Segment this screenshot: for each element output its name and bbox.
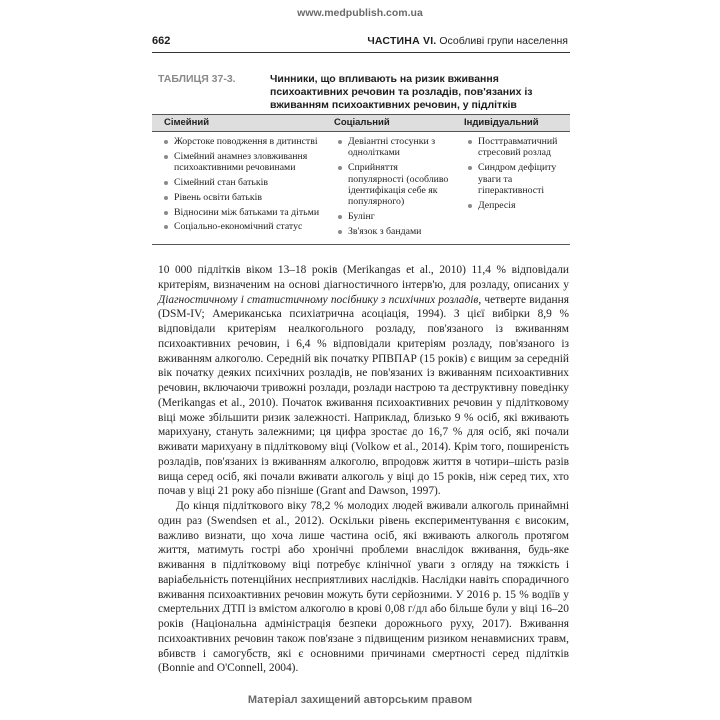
social-factors-list <box>334 136 452 241</box>
column-header-family: Сімейний <box>164 117 210 128</box>
individual-factors-list <box>464 136 570 215</box>
paragraph <box>158 263 569 499</box>
list-item: Соціально-економічний статус <box>160 221 340 232</box>
list-item: Депресія <box>464 200 570 211</box>
running-head <box>320 35 568 47</box>
site-watermark: www.medpublish.com.ua <box>297 7 423 19</box>
list-item: Відносини між батьками та дітьми <box>160 207 340 218</box>
body-text <box>158 263 569 676</box>
column-header-social: Соціальний <box>334 117 390 128</box>
list-item: Сімейний анамнез зловживання психоактивними речовинами <box>160 151 340 174</box>
paragraph: До кінця підліткового віку 78,2 % молодих людей вживали алкоголь принаймні один раз (Swendsen et al., 2012). Оскільки рівень експериментування є високим, важливо визнати, що хоча лише частина осіб, які вживають алкоголь протягом життя, матимуть гострі або хронічні проблеми внаслідок вживання, будь-яке вживання в підлітковому віці потребує клінічної уваги з огляду на тяжкість і варіабельність потенційних несприятливих наслідків. Наслідки навіть спорадичного вживання психоактивних речовин можуть бути серйозними. У 2016 р. 15 % водіїв у смертельних ДТП із вмістом алкоголю в крові 0,08 г/дл або більше були у віці 16–20 років (Національна адміністрація безпеки дорожнього руху, 2017). Вживання психоактивних речовин також пов'язане з підвищеним ризиком ненавмисних травм, вбивств і самогубств, які є основними причинами смертності серед підлітків (Bonnie and O'Connell, 2004). <box>158 500 569 675</box>
table-title: Чинники, що впливають на ризик вживання психоактивних речовин та розладів, пов'язаних із вживанням психоактивних речовин, у підлітків <box>270 73 533 111</box>
page-number: 662 <box>152 35 171 47</box>
copyright-watermark: Матеріал захищений авторським правом <box>247 694 473 706</box>
part-label: ЧАСТИНА VI. <box>367 35 437 47</box>
list-item: Посттравматичний стресовий розлад <box>464 136 570 159</box>
paragraph-text: , четверте видання (DSM-IV; Американська психіатрична асоціація, 1994). З цієї вибірки 8,9 % відповідали критеріям неалкогольного розладу, пов'язаного із вживанням психоактивних речовин, і 6,4 % відповідали критеріям розладу, пов'язаного із вживанням алкоголю. Середній вік початку РПВПАР (15 років) є вищим за середній вік початку деяких психічних розладів, не пов'язаних із вживанням психоактивних речовин, включаючи тривожні розлади, розлади настрою та деструктивну поведінку (Merikangas et al., 2010). Початок вживання психоактивних речовин у підлітковому віці може збільшити ризик залежності. Наприклад, близько 9 % осіб, які вживають марихуану, стануть залежними; ця цифра зростає до 16,7 % для осіб, які почали вживати марихуану в підлітковому віці (Volkow et al., 2014). Крім того, поширеність розладів, пов'язаних із вживанням алкоголю, впродовж життя в чотири–шість разів вища серед осіб, які почали вживати алкоголь у віці до 15 років, ніж серед тих, хто почав у віці 21 року або пізніше (Grant and Dawson, 1997). <box>158 293 569 498</box>
book-title: Діагностичному і статистичному посібнику з психічних розладів <box>158 293 479 306</box>
list-item: Сімейний стан батьків <box>160 177 340 188</box>
list-item: Жорстоке поводження в дитинстві <box>160 136 340 147</box>
header-rule <box>152 52 570 53</box>
family-factors-list <box>160 136 340 236</box>
list-item: Зв'язок з бандами <box>334 226 452 237</box>
table-label: ТАБЛИЦЯ 37-3. <box>158 73 236 85</box>
list-item: Булінг <box>334 211 452 222</box>
column-header-individual: Індивідуальний <box>464 117 539 128</box>
list-item: Девіантні стосунки з однолітками <box>334 136 452 159</box>
table-caption <box>158 73 570 112</box>
part-title: Особливі групи населення <box>439 35 568 47</box>
list-item: Синдром дефіциту уваги та гіперактивності <box>464 162 570 196</box>
list-item: Сприйняття популярності (особливо ідентифікація себе як популярного) <box>334 162 452 208</box>
list-item: Рівень освіти батьків <box>160 192 340 203</box>
table-bottom-rule <box>152 244 570 245</box>
paragraph-text: 10 000 підлітків віком 13–18 років (Merikangas et al., 2010) 11,4 % відповідали критеріям, визначеним на основі діагностичного інтерв'ю, для розладу, описаних у <box>158 264 569 291</box>
table-header-row <box>152 114 570 132</box>
